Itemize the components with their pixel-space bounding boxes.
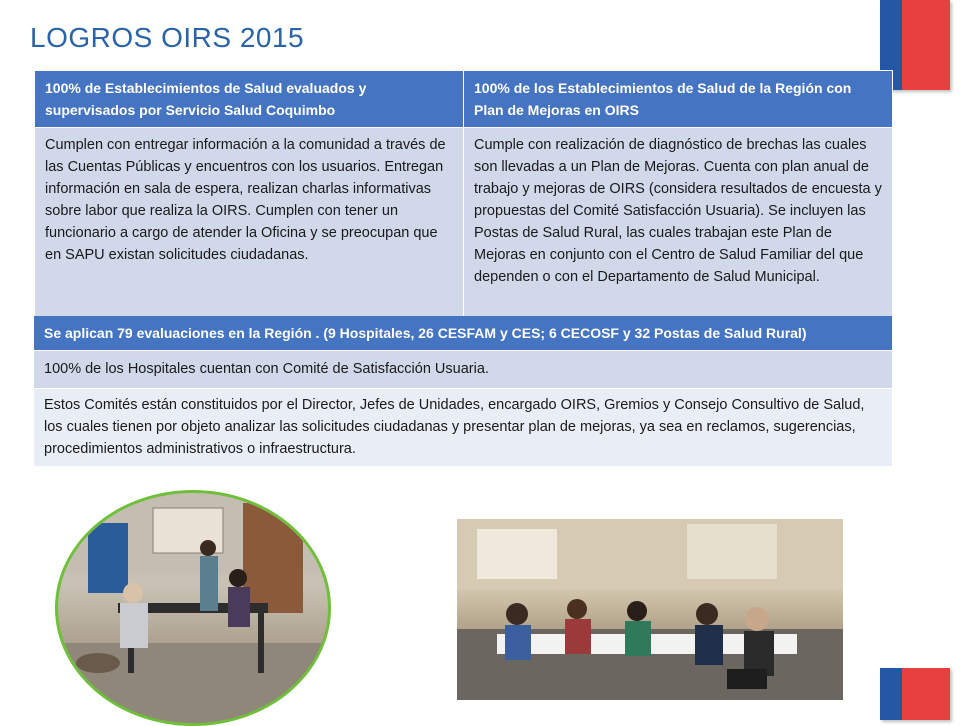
evaluations-row: [34, 351, 892, 389]
header-evaluated: 100% de Establecimientos de Salud evaluados y supervisados por Servicio Salud Coquimbo: [35, 71, 464, 128]
hospitals-committee-text: 100% de los Hospitales cuentan con Comité de Satisfacción Usuaria.: [34, 351, 892, 389]
chile-flag-decoration-bottom: [880, 668, 950, 720]
body-improvement-plan: Cumple con realización de diagnóstico de brechas las cuales son llevadas a un Plan de Mejoras. Cuenta con plan anual de trabajo y mejoras de OIRS (considera resultados de encuesta y propuestas del Comité Satisfacción Usuaria). Se incluyen las Postas de Salud Rural, las cuales trabajan este Plan de Mejoras en conjunto con el Centro de Salud Familiar del que dependen o con el Departamento de Salud Municipal.: [464, 128, 893, 321]
meeting-illustration: [457, 519, 843, 700]
committees-description: Estos Comités están constituidos por el Director, Jefes de Unidades, encargado OIRS, Gremios y Consejo Consultivo de Salud, los cuales tienen por objeto analizar las solicitudes ciudadanas y presentar plan de mejoras, ya sea en reclamos, sugerencias, procedimientos administrativos o infraestructura.: [34, 389, 892, 467]
achievements-header-row: [35, 71, 893, 128]
body-evaluated: Cumplen con entregar información a la comunidad a través de las Cuentas Públicas y encuentros con los usuarios. Entregan información en sala de espera, realizan charlas informativas sobre labor que realiza la OIRS. Cumplen con tener un funcionario a cargo de atender la Oficina y se preocupan que en SAPU existan solicitudes ciudadanas.: [35, 128, 464, 321]
flag-red-stripe: [902, 0, 950, 90]
header-improvement-plan: 100% de los Establecimientos de Salud de la Región con Plan de Mejoras en OIRS: [464, 71, 893, 128]
evaluations-table: [34, 316, 892, 467]
flag-blue-stripe: [880, 668, 902, 720]
evaluations-header: Se aplican 79 evaluaciones en la Región . (9 Hospitales, 26 CESFAM y CES; 6 CECOSF y 32 Postas de Salud Rural): [34, 316, 892, 351]
evaluations-header-row: [34, 316, 892, 351]
flag-red-stripe: [902, 668, 950, 720]
page-title: LOGROS OIRS 2015: [30, 22, 305, 53]
evaluations-row: [34, 389, 892, 467]
waiting-room-photo: [55, 490, 331, 726]
meeting-photo: [457, 519, 843, 700]
achievements-body-row: [35, 128, 893, 321]
achievements-table: [34, 70, 893, 321]
waiting-room-illustration: [58, 493, 328, 723]
